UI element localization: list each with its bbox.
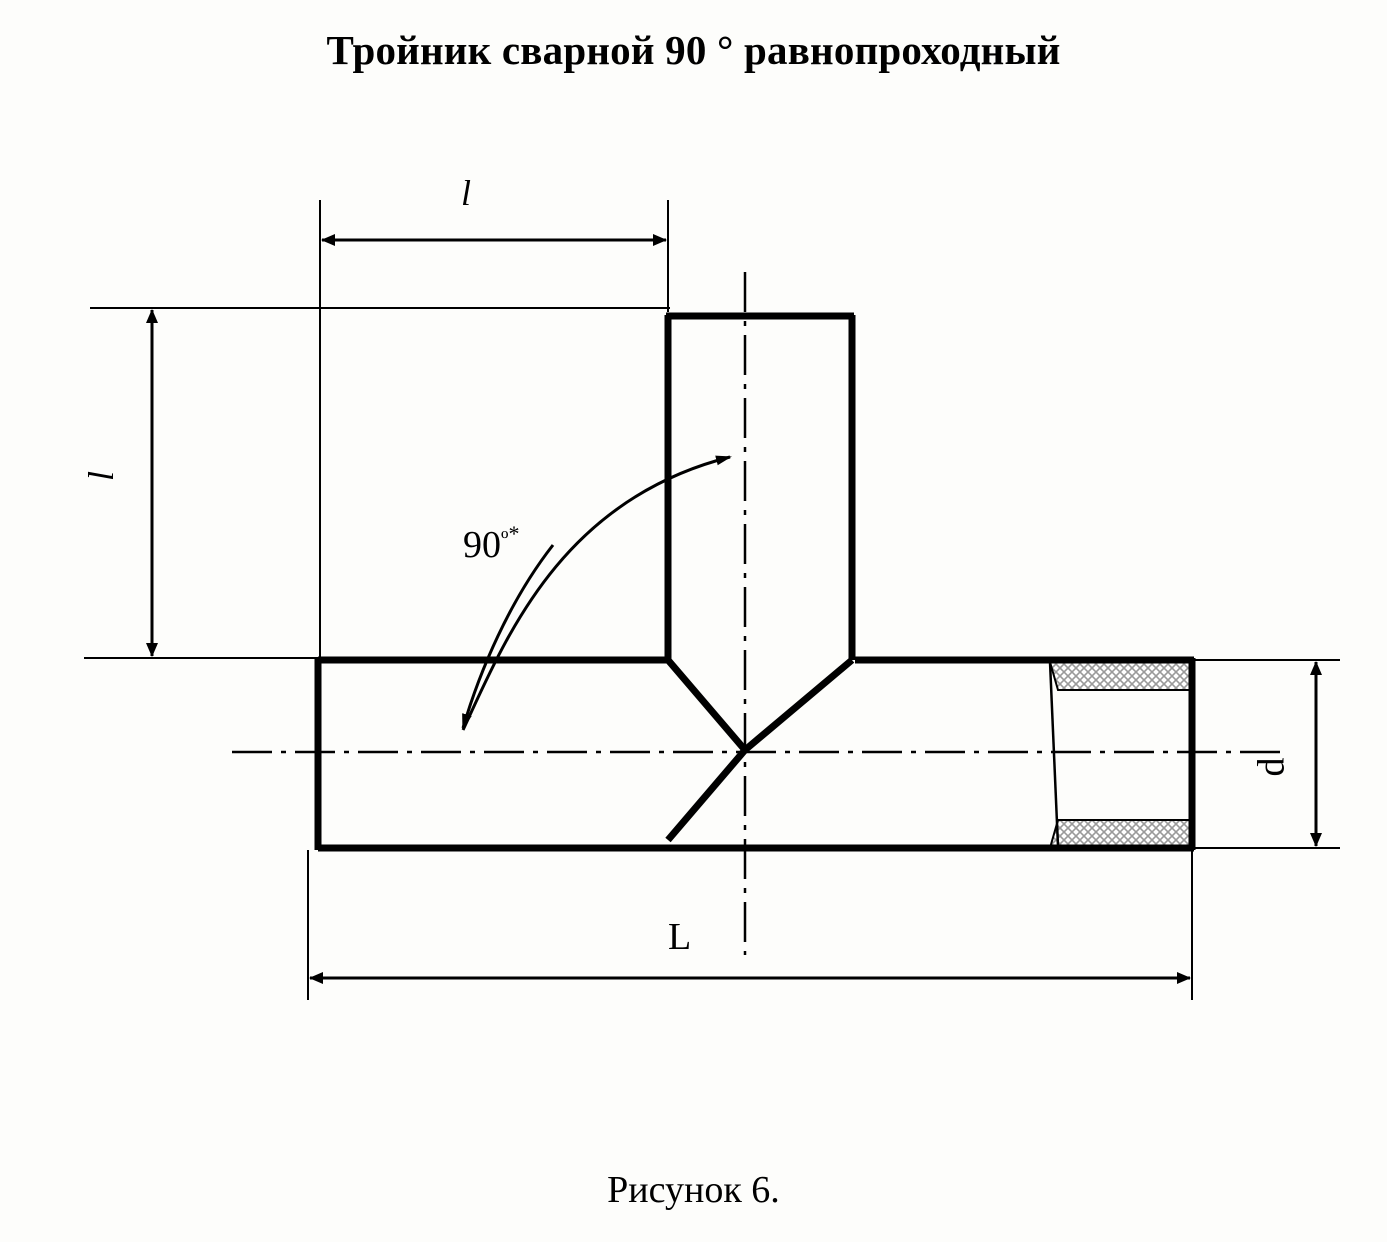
extension-lines (84, 200, 1340, 1000)
label-run-length: L (668, 916, 692, 958)
figure-caption: Рисунок 6. (607, 1169, 780, 1211)
tee-body-outline (318, 315, 1194, 850)
label-branch-height: l (81, 470, 122, 482)
angle-footnote-marker: * (508, 521, 520, 546)
label-angle (463, 521, 519, 567)
weld-hatch-sections (1050, 662, 1192, 848)
angle-value: 90 (463, 524, 501, 566)
label-diameter: d (1250, 757, 1293, 777)
label-branch-length: l (461, 173, 472, 213)
page-title: Тройник сварной 90 ° равнопроходный (326, 27, 1061, 73)
dimension-lines (152, 240, 1316, 978)
center-lines (232, 272, 1286, 955)
angle-degree-sign: º (501, 527, 509, 553)
